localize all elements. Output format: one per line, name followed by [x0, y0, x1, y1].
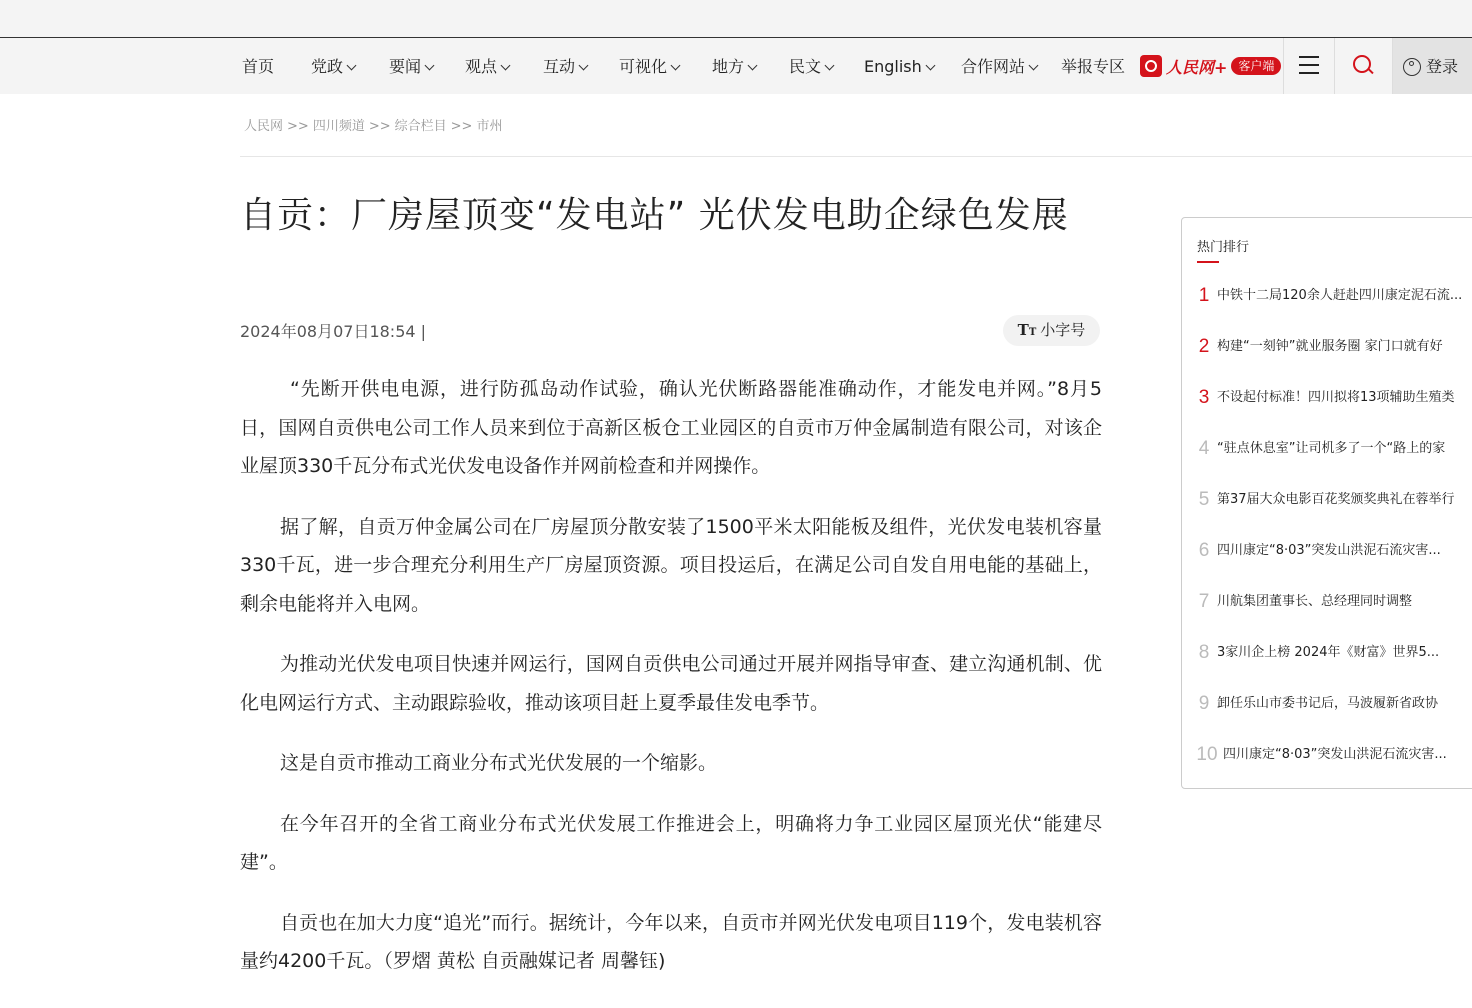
chevron-down-icon: [1029, 61, 1039, 71]
hot-item-text: 不设起付标准！四川拟将13项辅助生殖类: [1217, 389, 1455, 405]
font-size-label: 小字号: [1040, 321, 1086, 339]
user-icon: [1403, 58, 1421, 76]
rank-number: 1: [1198, 284, 1210, 306]
client-app-link[interactable]: [1140, 54, 1281, 78]
hot-ranking-title: 热门排行: [1197, 240, 1250, 255]
rank-number: 3: [1198, 386, 1210, 408]
nav-item-report[interactable]: 举报专区: [1061, 57, 1126, 76]
rank-number: 5: [1198, 488, 1210, 510]
hot-item-text: 川航集团董事长、总经理同时调整: [1217, 593, 1413, 609]
hot-item-text: 构建“一刻钟”就业服务圈 家门口就有好: [1217, 338, 1443, 354]
hot-item-text: 卸任乐山市委书记后，马波履新省政协: [1217, 695, 1439, 711]
article-body: [240, 370, 1102, 1003]
article-datetime: 2024年08月07日18:54 |: [240, 322, 427, 341]
hot-item[interactable]: [1192, 535, 1472, 565]
hot-item-text: 四川康定“8·03”突发山洪泥石流灾害...: [1217, 542, 1441, 558]
hamburger-icon: [1299, 56, 1319, 58]
hot-item[interactable]: [1192, 280, 1472, 310]
article-paragraph: 这是自贡市推动工商业分布式光伏发展的一个缩影。: [280, 752, 718, 774]
nav-item-partners[interactable]: 合作网站: [961, 38, 1037, 94]
chevron-down-icon: [501, 61, 511, 71]
chevron-down-icon: [748, 61, 758, 71]
nav-item-visual[interactable]: 可视化: [619, 38, 679, 94]
nav-item-interaction[interactable]: 互动: [543, 38, 587, 94]
header-divider: [240, 156, 1472, 157]
search-button[interactable]: [1334, 38, 1393, 94]
hot-item-text: “驻点休息室”让司机多了一个“路上的家: [1217, 440, 1446, 456]
rank-number: 9: [1198, 692, 1210, 714]
article-paragraph: 自贡也在加大力度“追光”而行。据统计，今年以来，自贡市并网光伏发电项目119个，发电装机容量约4200千瓦。（罗熠 黄松 自贡融媒记者 周馨钰): [240, 911, 1102, 972]
hot-item[interactable]: [1192, 382, 1472, 412]
rank-number: 10: [1196, 743, 1218, 765]
rank-number: 7: [1198, 590, 1210, 612]
chevron-down-icon: [347, 61, 357, 71]
breadcrumb-link-cities[interactable]: 市州: [476, 119, 503, 134]
rank-number: 8: [1198, 641, 1210, 663]
login-label: 登录: [1426, 57, 1459, 76]
hot-item[interactable]: [1192, 331, 1472, 361]
nav-item-news[interactable]: 要闻: [389, 38, 433, 94]
font-size-toggle[interactable]: [1003, 315, 1100, 346]
breadcrumb: 人民网 >> 四川频道 >> 综合栏目 >> 市州: [244, 119, 503, 134]
hot-item[interactable]: [1192, 739, 1472, 769]
rank-number: 4: [1198, 437, 1210, 459]
hot-item[interactable]: [1192, 637, 1472, 667]
nav-item-english[interactable]: English: [864, 38, 934, 94]
text-size-icon: TT: [1017, 321, 1037, 339]
hot-item-text: 四川康定“8·03”突发山洪泥石流灾害...: [1223, 746, 1447, 762]
brand-logo-text: 人民网+: [1166, 57, 1228, 77]
hot-item-text: 中铁十二局120余人赶赴四川康定泥石流...: [1217, 287, 1463, 303]
nav-item-opinion[interactable]: 观点: [465, 38, 509, 94]
rank-number: 2: [1198, 335, 1210, 357]
chevron-down-icon: [925, 61, 935, 71]
article-paragraph: 据了解，自贡万仲金属公司在厂房屋顶分散安装了1500平米太阳能板及组件，光伏发电装机容量330千瓦，进一步合理充分利用生产厂房屋顶资源。项目投运后，在满足公司自发自用电能的基础上，剩余电能将并入电网。: [240, 515, 1102, 615]
nav-item-party[interactable]: 党政: [311, 38, 355, 94]
article-paragraph: 在今年召开的全省工商业分布式光伏发展工作推进会上，明确将力争工业园区屋顶光伏“能建尽建”。: [240, 812, 1102, 873]
hot-item[interactable]: [1192, 484, 1472, 514]
nav-item-local[interactable]: 地方: [712, 38, 756, 94]
rank-number: 6: [1198, 539, 1210, 561]
article-title: 自贡：厂房屋顶变“发电站” 光伏发电助企绿色发展: [240, 195, 1069, 236]
breadcrumb-link-general[interactable]: 综合栏目: [394, 119, 447, 134]
main-nav: [0, 38, 1472, 94]
breadcrumb-separator: >>: [287, 119, 309, 134]
hot-item-text: 第37届大众电影百花奖颁奖典礼在蓉举行: [1217, 491, 1455, 507]
nav-item-home[interactable]: 首页: [242, 57, 275, 76]
hot-item[interactable]: [1192, 433, 1472, 463]
title-underline: [1197, 261, 1219, 263]
client-badge: 客户端: [1231, 57, 1281, 75]
login-button[interactable]: [1393, 38, 1472, 94]
breadcrumb-link-home[interactable]: 人民网: [244, 119, 284, 134]
chevron-down-icon: [579, 61, 589, 71]
article-paragraph: 为推动光伏发电项目快速并网运行，国网自贡供电公司通过开展并网指导审查、建立沟通机制、优化电网运行方式、主动跟踪验收，推动该项目赶上夏季最佳发电季节。: [240, 653, 1102, 714]
chevron-down-icon: [425, 61, 435, 71]
top-strip: [0, 0, 1472, 38]
hot-item-text: 3家川企上榜 2024年《财富》世界5...: [1217, 644, 1440, 660]
hot-item[interactable]: [1192, 688, 1472, 718]
chevron-down-icon: [671, 61, 681, 71]
article-paragraph: “先断开供电电源，进行防孤岛动作试验，确认光伏断路器能准确动作，才能发电并网。”8月5日，国网自贡供电公司工作人员来到位于高新区板仓工业园区的自贡市万仲金属制造有限公司，对该企业屋顶330千瓦分布式光伏发电设备作并网前检查和并网操作。: [240, 378, 1102, 477]
hot-ranking-panel: [1181, 217, 1472, 789]
breadcrumb-link-sichuan[interactable]: 四川频道: [312, 119, 365, 134]
hot-item[interactable]: [1192, 586, 1472, 616]
chevron-down-icon: [825, 61, 835, 71]
people-logo-icon: [1140, 55, 1162, 77]
nav-item-ethnic[interactable]: 民文: [789, 38, 833, 94]
menu-button[interactable]: [1283, 38, 1335, 94]
